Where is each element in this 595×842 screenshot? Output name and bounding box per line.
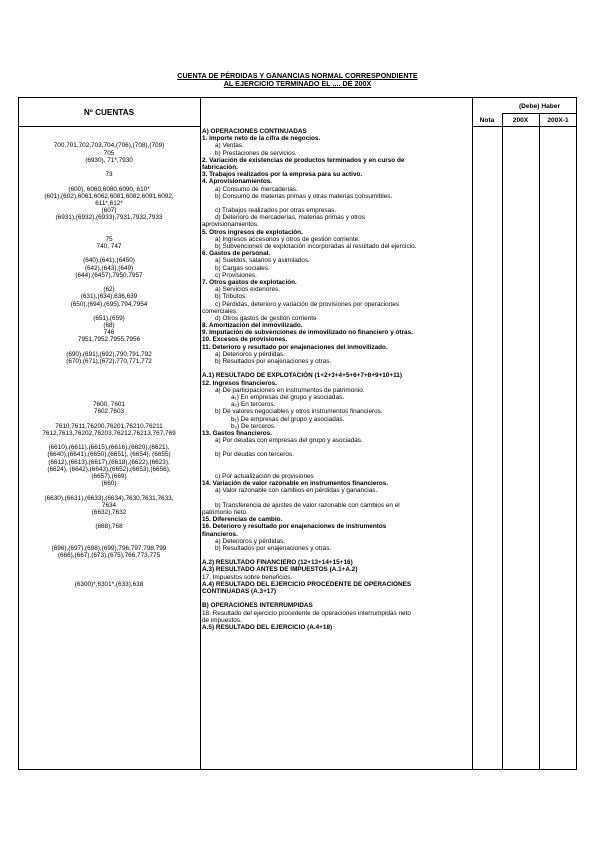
concept-row: b) Tributos. bbox=[215, 293, 247, 301]
account-row: (601),(602),6061,6062,6081,6082,6091,6092, bbox=[44, 192, 174, 200]
concept-row: c) Trabajos realizados por otras empresas. bbox=[215, 207, 337, 215]
account-row: (650),(694),(695),794,7954 bbox=[70, 300, 148, 308]
concept-row: 15. Diferencias de cambio. bbox=[202, 516, 283, 524]
concept-row bbox=[202, 459, 474, 466]
account-row: (62) bbox=[103, 286, 115, 294]
concept-row: CONTINUADAS (A.3+17) bbox=[202, 588, 277, 595]
concept-row: a) Deterioros y pérdidas. bbox=[215, 350, 285, 358]
account-row: 705 bbox=[103, 149, 115, 157]
concept-row: a₂) En terceros. bbox=[231, 401, 276, 409]
table-right-border bbox=[576, 97, 577, 770]
account-row bbox=[18, 365, 200, 372]
account-row bbox=[18, 538, 200, 545]
concept-row: 2. Variación de existencias de productos terminados y en curso de bbox=[202, 156, 405, 164]
concept-row: a) De participaciones en instrumentos de patrimonio. bbox=[215, 386, 365, 394]
concept-row: a) Ventas. bbox=[215, 142, 244, 150]
account-row: (668),768 bbox=[95, 523, 123, 531]
account-row: (696),(697),(698),(699),796,797,798,799 bbox=[51, 544, 167, 552]
concept-row: a) Deterioros y pérdidas. bbox=[215, 537, 285, 545]
account-row bbox=[18, 178, 200, 185]
header-divider-debe-haber bbox=[502, 113, 577, 114]
concept-row: b₂) De terceros. bbox=[231, 422, 276, 430]
table-bottom-border bbox=[18, 769, 577, 770]
account-row bbox=[18, 135, 200, 142]
account-row bbox=[18, 279, 200, 286]
account-row: 7600, 7601 bbox=[93, 401, 125, 409]
account-row bbox=[18, 566, 200, 573]
account-row bbox=[18, 308, 200, 315]
concept-row: 14. Variación de valor razonable en instrumentos financieros. bbox=[202, 480, 389, 488]
account-row bbox=[18, 574, 200, 581]
concept-row: b₁) De empresas del grupo y asociadas. bbox=[231, 415, 345, 423]
concept-row: a) Ingresos accesorios y otros de gestión corriente. bbox=[215, 235, 360, 243]
concept-row bbox=[202, 200, 474, 207]
account-row: (68) bbox=[103, 322, 115, 330]
header-cuentas: Nº CUENTAS bbox=[83, 108, 135, 117]
account-row bbox=[18, 416, 200, 423]
header-divider-values bbox=[472, 126, 577, 127]
concept-row: 4. Aprovisionamientos. bbox=[202, 178, 273, 186]
concept-row: c) Pérdidas, deterioro y variación de provisiones por operaciones bbox=[215, 300, 400, 308]
concept-row: c) Provisiones. bbox=[215, 271, 257, 279]
account-row: (666),(667),(673),(675),766,773,775 bbox=[57, 552, 161, 560]
concept-row: b) De valores negociables y otros instrumentos financieros. bbox=[215, 408, 383, 416]
concept-row bbox=[202, 552, 474, 559]
header-nota: Nota bbox=[479, 117, 495, 124]
concept-row: A.3) RESULTADO ANTES DE IMPUESTOS (A.1+A.2) bbox=[202, 566, 358, 574]
header-year-200x: 200X bbox=[512, 117, 529, 124]
account-numbers-column bbox=[18, 128, 200, 653]
concept-row: b) Cargas sociales. bbox=[215, 264, 270, 272]
concept-row bbox=[202, 444, 474, 451]
concept-row: 17. Impuestos sobre beneficios. bbox=[202, 573, 293, 581]
concept-row: 10. Excesos de provisiones. bbox=[202, 336, 288, 344]
column-divider-200x-1 bbox=[539, 113, 540, 770]
account-row: (6930), 71*,7930 bbox=[85, 156, 133, 164]
concept-row: 11. Deterioro y resultado por enajenaciones del inmovilizado. bbox=[202, 343, 388, 351]
concept-row: a) Consumo de mercaderías. bbox=[215, 185, 298, 193]
account-row: 7612,7613,76202,76203,76212,76213,767,769 bbox=[42, 429, 176, 437]
concept-row: 1. Importe neto de la cifra de negocios. bbox=[202, 135, 321, 143]
account-row bbox=[18, 229, 200, 236]
account-row: 746 bbox=[103, 329, 115, 337]
account-row: 700,701,702,703,704,(706),(708),(709) bbox=[53, 142, 165, 150]
account-row: 7602,7603 bbox=[93, 408, 125, 416]
concept-row: A.1) RESULTADO DE EXPLOTACIÓN (1+2+3+4+5+6+7+8+9+10+11) bbox=[202, 372, 402, 380]
header-debe-haber: (Debe) Haber bbox=[518, 103, 561, 110]
concept-row: b) Subvenciones de explotación incorporadas al resultado del ejercicio. bbox=[215, 243, 417, 250]
account-row bbox=[18, 516, 200, 523]
account-row bbox=[18, 610, 200, 617]
account-row: 75 bbox=[105, 235, 113, 243]
concept-row: A.5) RESULTADO DEL EJERCICIO (A.4+18) bbox=[202, 623, 333, 631]
concept-row: b) Por deudas con terceros. bbox=[215, 451, 294, 459]
account-row: (631),(634),636,639 bbox=[80, 293, 138, 301]
document-title-line-1: CUENTA DE PÉRDIDAS Y GANANCIAS NORMAL CORRESPONDIENTE bbox=[177, 71, 418, 80]
account-row: (642),(643),(649) bbox=[84, 264, 134, 272]
account-row bbox=[18, 617, 200, 624]
header-year-200x-1: 200X-1 bbox=[547, 117, 569, 124]
account-row: (6612),(6613),(6617),(6618),(6622),(6623), bbox=[48, 458, 170, 466]
concept-row: b) Transferencia de ajustes de valor razonable con cambios en el bbox=[215, 501, 400, 509]
concept-row: 8. Amortización del inmovilizado. bbox=[202, 322, 303, 330]
account-row: (640),(641),(6450) bbox=[83, 257, 135, 265]
concept-row: b) Consumo de materias primas y otras materias consumibles. bbox=[215, 192, 393, 200]
concept-row: A.4) RESULTADO DEL EJERCICIO PROCEDENTE DE OPERACIONES bbox=[202, 580, 412, 588]
account-row bbox=[18, 595, 200, 602]
concept-row bbox=[202, 495, 474, 502]
account-row: (6931),(6932),(6933),7931,7932,7933 bbox=[55, 214, 163, 222]
table-top-border bbox=[18, 97, 577, 98]
account-row bbox=[18, 387, 200, 394]
concept-row: c) Por actualización de provisiones bbox=[215, 473, 314, 480]
concept-row: aprovisionamientos. bbox=[202, 221, 259, 229]
concept-row: b) Resultados por enajenaciones y otras. bbox=[215, 544, 332, 552]
concept-row: B) OPERACIONES INTERRUMPIDAS bbox=[202, 602, 313, 610]
concept-row: A.2) RESULTADO FINANCIERO (12+13+14+15+16) bbox=[202, 559, 353, 567]
header-divider-cuentas bbox=[18, 126, 200, 127]
account-row bbox=[18, 588, 200, 595]
concept-row: a₁) En empresas del grupo y asociadas. bbox=[231, 393, 344, 401]
account-row bbox=[18, 221, 200, 228]
account-row bbox=[18, 531, 200, 538]
concept-row: b) Resultados por enajenaciones y otras. bbox=[215, 358, 332, 365]
account-row bbox=[18, 394, 200, 401]
concept-row: d) Otros gastos de gestión corriente bbox=[215, 314, 317, 322]
account-row bbox=[18, 487, 200, 494]
concept-row: 7. Otros gastos de explotación. bbox=[202, 278, 297, 286]
concept-row: 12. Ingresos financieros. bbox=[202, 379, 277, 387]
concept-row: d) Deterioro de mercaderías, materias primas y otros bbox=[215, 214, 365, 222]
concept-row: b) Prestaciones de servicios. bbox=[215, 149, 297, 157]
concept-row: fabricación. bbox=[202, 163, 238, 171]
account-row bbox=[18, 646, 200, 653]
column-divider-200x bbox=[502, 113, 503, 770]
account-row bbox=[18, 602, 200, 609]
account-row bbox=[18, 164, 200, 171]
concept-row: a) Servicios exteriores. bbox=[215, 286, 280, 294]
account-row: (690),(691),(692),790,791,792 bbox=[66, 350, 152, 358]
account-row: (6300)*,6301*,(633),638 bbox=[74, 580, 144, 588]
account-row: (670),(671),(672),770,771,772 bbox=[66, 358, 152, 365]
account-row: (607) bbox=[101, 207, 117, 215]
account-row bbox=[18, 128, 200, 135]
account-row: (600), 6060,6080,6090, 610* bbox=[68, 185, 150, 193]
account-row bbox=[18, 372, 200, 379]
account-row: (6624), (6642),(6643),(6652),(6653),(6656), bbox=[47, 465, 171, 473]
concept-row: a) Sueldos, salarios y asimilados. bbox=[215, 257, 310, 265]
account-row bbox=[18, 250, 200, 257]
account-row bbox=[18, 380, 200, 387]
account-row bbox=[18, 638, 200, 645]
concepts-column bbox=[200, 128, 474, 631]
concept-row bbox=[202, 466, 474, 473]
concept-row: comerciales. bbox=[202, 307, 238, 315]
concept-row: financieros. bbox=[202, 530, 238, 538]
concept-row: 9. Imputación de subvenciones de inmovilizado no financiero y otras. bbox=[202, 329, 413, 337]
account-row bbox=[18, 437, 200, 444]
document-title-line-2: AL EJERCICIO TERMINADO EL .... DE 200X bbox=[223, 79, 372, 88]
concept-row: 3. Trabajos realizados por la empresa para su activo. bbox=[202, 171, 363, 179]
concept-row bbox=[202, 595, 474, 602]
account-row bbox=[18, 344, 200, 351]
account-row: 611*,612* bbox=[95, 199, 123, 207]
account-row: (644),(6457),7950,7957 bbox=[75, 271, 143, 279]
account-row bbox=[18, 559, 200, 566]
concept-row: 18. Resultado del ejercicio procedente de operaciones interrumpidas neto bbox=[202, 609, 411, 617]
account-row bbox=[18, 631, 200, 638]
account-row: 7634 bbox=[101, 501, 117, 509]
account-row bbox=[18, 624, 200, 631]
account-row: (651),(659) bbox=[93, 314, 125, 322]
account-row: (6657),(669) bbox=[91, 473, 127, 480]
account-row: 73 bbox=[105, 171, 113, 179]
account-row: (660) bbox=[101, 480, 117, 488]
account-row: 740, 747 bbox=[96, 243, 122, 250]
account-row: (6640),(6641),(6650),(6651), (6654), (6655) bbox=[47, 451, 171, 459]
concept-row: a) Por deudas con empresas del grupo y asociadas. bbox=[215, 437, 363, 445]
concept-row: 16. Deterioro y resultado por enajenaciones de instrumentos bbox=[202, 523, 387, 531]
account-row: (6630),(6631),(6633),(6634),7630,7631,7633, bbox=[44, 494, 174, 502]
concept-row: a) Valor razonable con cambios en pérdidas y ganancias. bbox=[215, 487, 378, 495]
account-row: (6610),(6611),(6615),(6616),(6620),(6621), bbox=[48, 444, 170, 452]
account-row: 7951,7952,7955,7956 bbox=[77, 336, 141, 344]
concept-row: 6. Gastos de personal. bbox=[202, 250, 271, 258]
account-row: (6632),7632 bbox=[91, 508, 127, 516]
concept-row: de impuestos. bbox=[202, 616, 242, 624]
concept-row: patrimonio neto. bbox=[202, 508, 248, 516]
concept-row: 5. Otros ingresos de explotación. bbox=[202, 228, 303, 236]
account-row: 7610,7611,76200,76201,76210,76211 bbox=[55, 422, 163, 430]
concept-row: A) OPERACIONES CONTINUADAS bbox=[202, 128, 307, 135]
concept-row: 13. Gastos financieros. bbox=[202, 429, 272, 437]
